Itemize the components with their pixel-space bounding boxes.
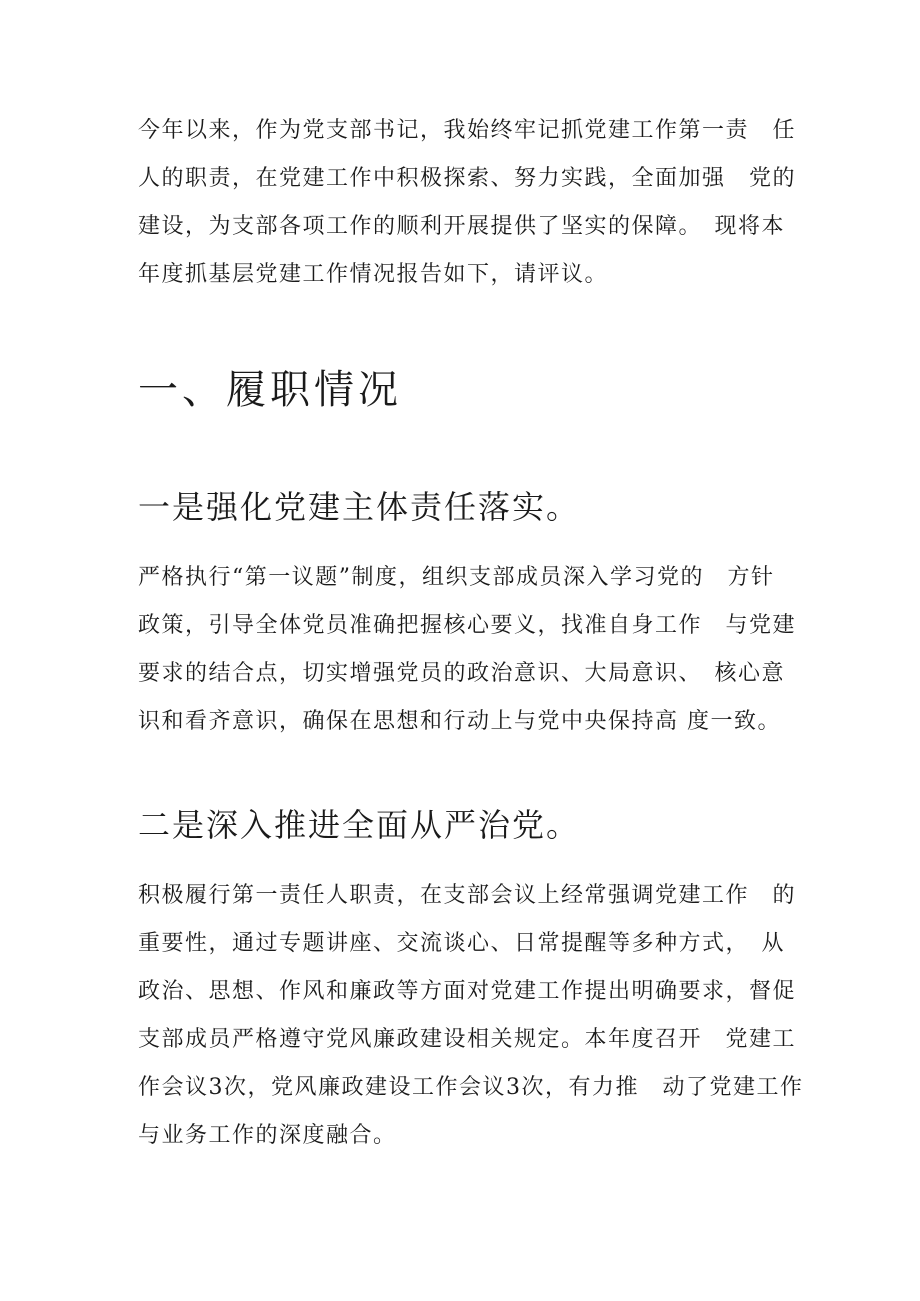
text-line: 年度抓基层党建工作情况报告如下，请评议。 xyxy=(138,262,609,287)
section-heading: 一、履职情况 xyxy=(138,367,402,413)
subsection-heading-1: 一是强化党建主体责任落实。 xyxy=(138,488,581,526)
text-line: 政策，引导全体党员准确把握核心要义，找准自身工作 与党建 xyxy=(138,613,797,638)
text-line: 支部成员严格遵守党风廉政建设相关规定。本年度召开 党建工 xyxy=(138,1027,797,1052)
text-line: 积极履行第一责任人职责，在支部会议上经常强调党建工作 的 xyxy=(138,883,797,908)
text-line: 作会议3次，党风廉政建设工作会议3次，有力推 动了党建工作 xyxy=(138,1075,804,1100)
subsection-heading-2: 二是深入推进全面从严治党。 xyxy=(138,806,581,844)
text-line: 要求的结合点，切实增强党员的政治意识、大局意识、 核心意 xyxy=(138,661,786,686)
intro-paragraph xyxy=(138,107,797,299)
text-line: 人的职责，在党建工作中积极探索、努力实践，全面加强 党的 xyxy=(138,166,797,191)
subsection-1-paragraph xyxy=(138,554,797,746)
text-line: 严格执行“第一议题”制度，组织支部成员深入学习党的 方针 xyxy=(138,565,775,590)
text-line: 今年以来，作为党支部书记，我始终牢记抓党建工作第一责 任 xyxy=(138,118,797,143)
text-line: 政治、思想、作风和廉政等方面对党建工作提出明确要求，督促 xyxy=(138,979,797,1004)
text-line: 与业务工作的深度融合。 xyxy=(138,1123,397,1148)
text-line: 识和看齐意识，确保在思想和行动上与党中央保持高 度一致。 xyxy=(138,709,781,734)
text-line: 建设，为支部各项工作的顺利开展提供了坚实的保障。 现将本 xyxy=(138,214,786,239)
text-line: 重要性，通过专题讲座、交流谈心、日常提醒等多种方式， 从 xyxy=(138,931,786,956)
subsection-2-paragraph xyxy=(138,872,804,1160)
